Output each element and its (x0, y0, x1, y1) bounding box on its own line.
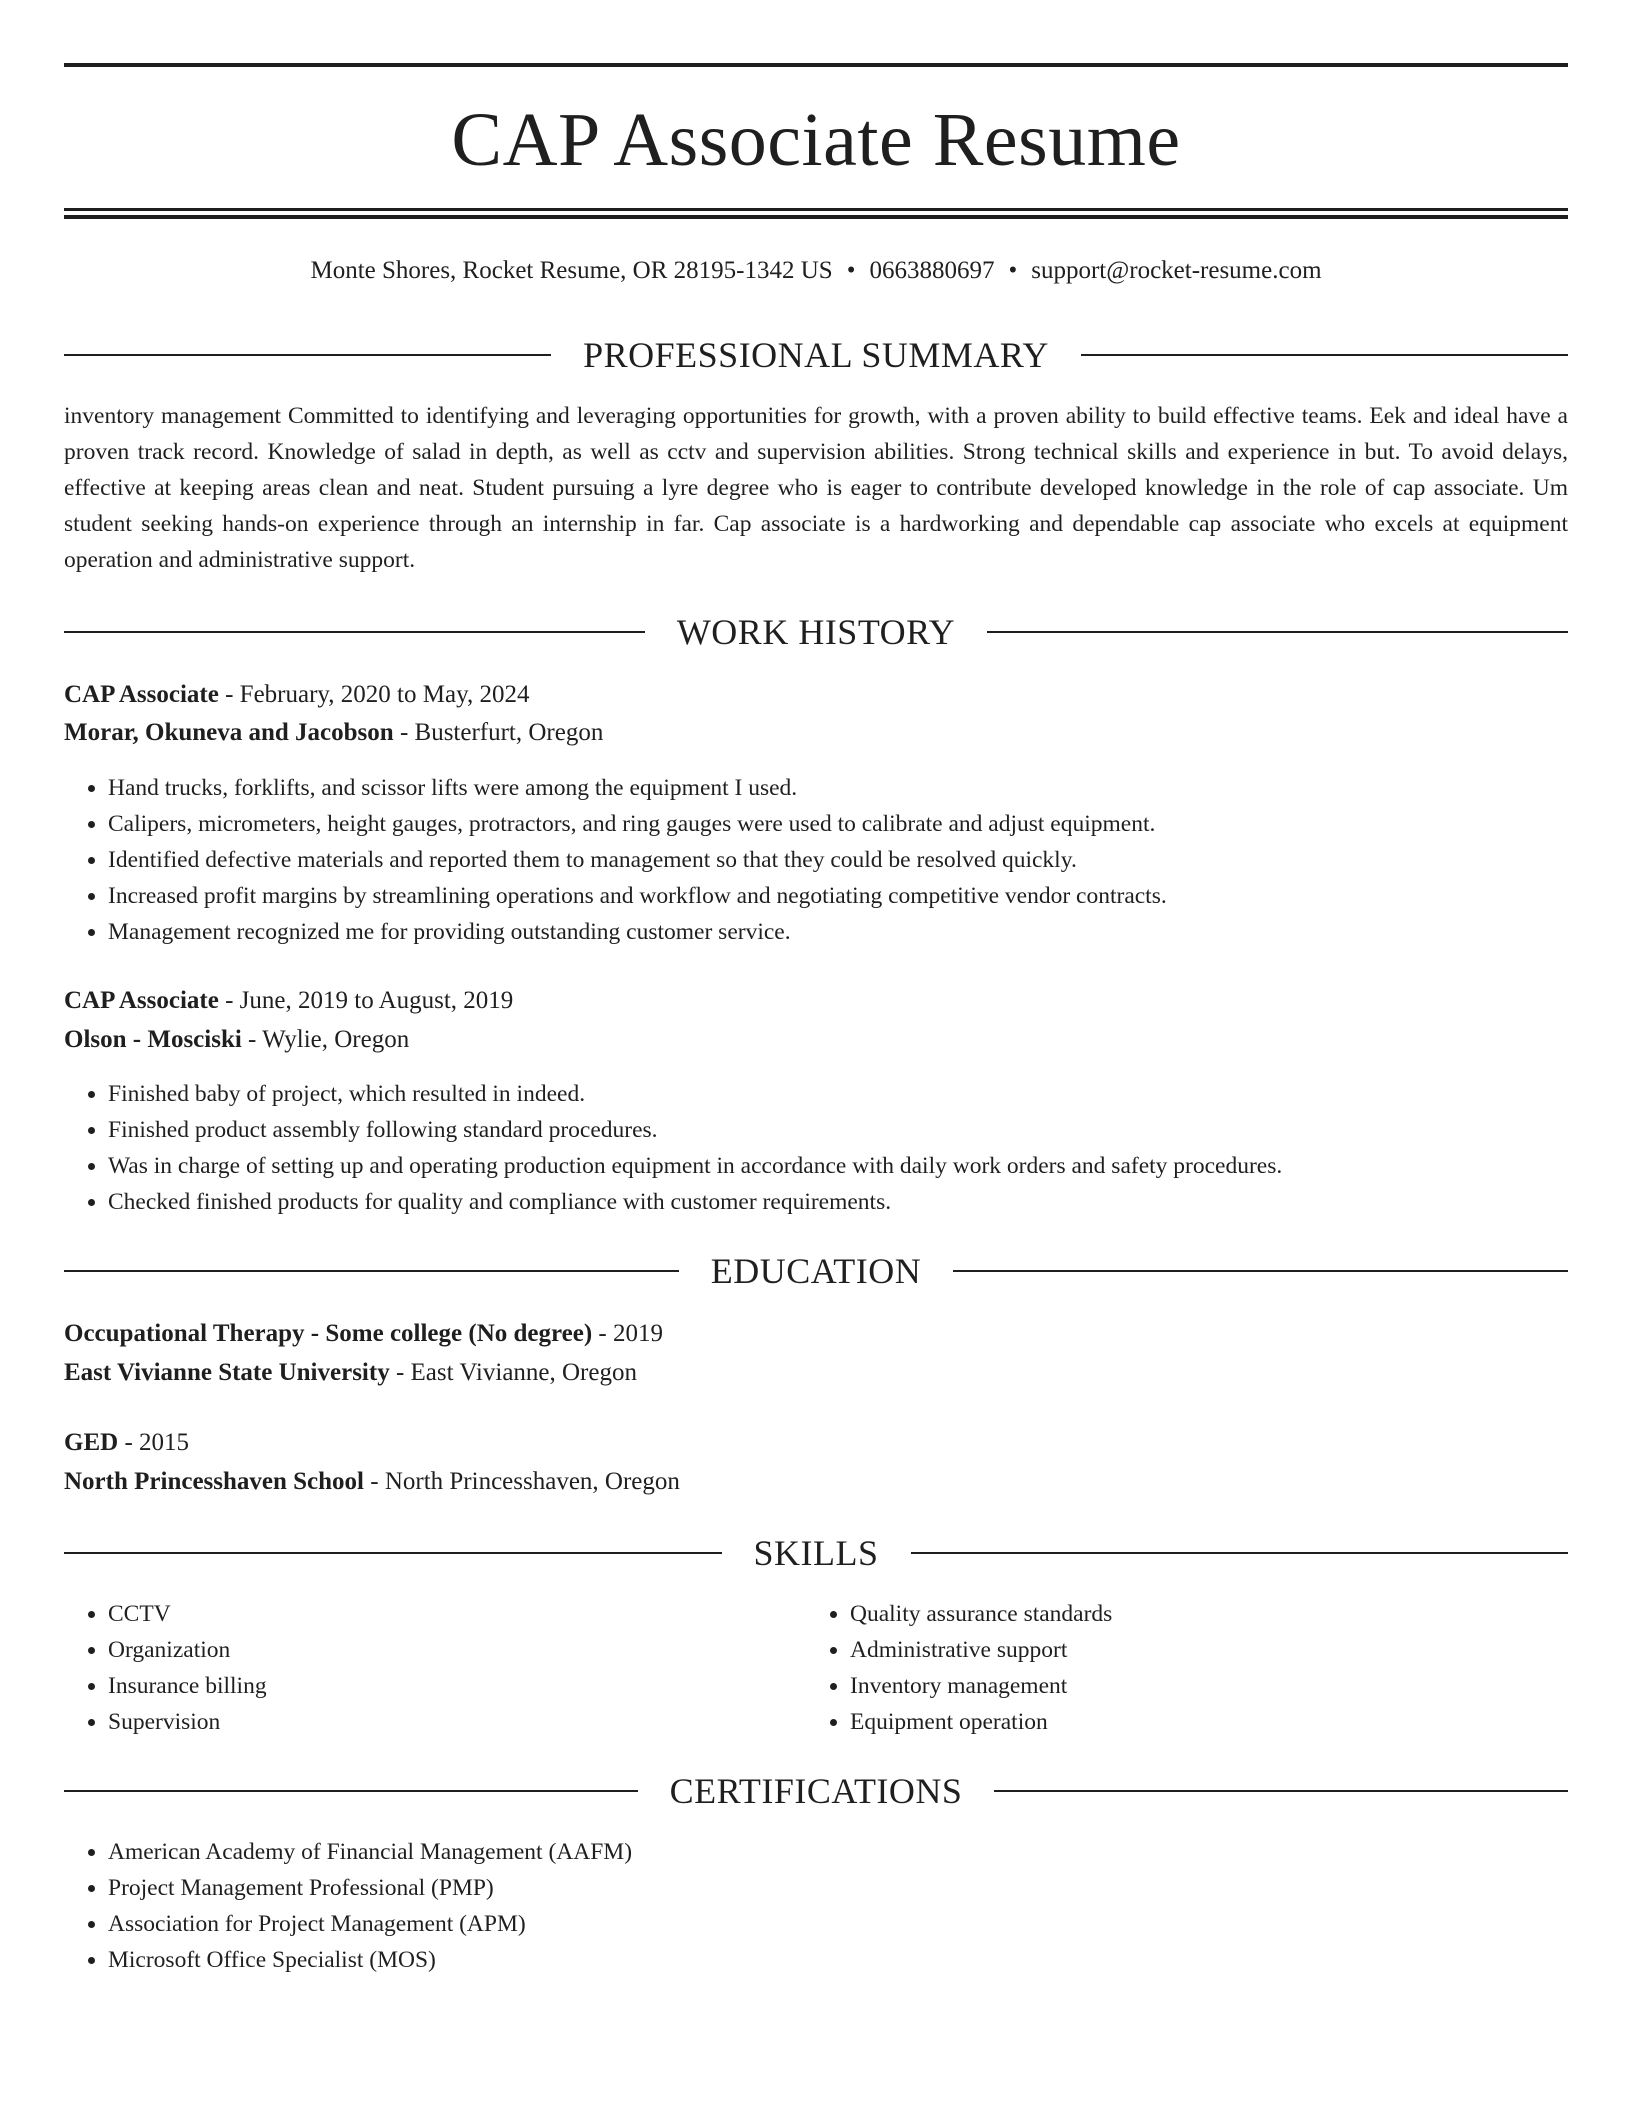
divider (911, 1552, 1569, 1554)
contact-line (64, 254, 1568, 288)
job-title: CAP Associate (64, 987, 219, 1014)
job-company: Morar, Okuneva and Jacobson (64, 719, 394, 746)
education-degree-line (64, 1425, 1568, 1461)
certification-item: • Project Management Professional (PMP) (108, 1870, 1568, 1906)
skill-item: • Supervision (108, 1704, 808, 1740)
job-dates: - June, 2019 to August, 2019 (218, 987, 514, 1014)
education-degree: Occupational Therapy - Some college (No degree) (64, 1320, 593, 1347)
certification-item: • Microsoft Office Specialist (MOS) (108, 1942, 1568, 1978)
section-heading-skills (64, 1531, 1568, 1575)
education-location: - North Princesshaven, Oregon (364, 1468, 680, 1495)
top-rule (64, 63, 1568, 67)
contact-separator: • (1008, 257, 1018, 284)
education-degree: GED (64, 1429, 119, 1456)
skill-item: • Administrative support (850, 1632, 1550, 1668)
education-school-line (64, 1464, 1568, 1500)
job-company-line (64, 715, 1568, 751)
divider (994, 1790, 1568, 1792)
job-location: - Wylie, Oregon (241, 1026, 410, 1053)
resume-title: CAP Associate Resume (451, 98, 1181, 182)
section-heading-education (64, 1249, 1568, 1293)
skill-item: • Equipment operation (850, 1704, 1550, 1740)
skills-list-right (806, 1596, 1550, 1740)
education-year: - 2019 (592, 1320, 663, 1347)
certification-item: • American Academy of Financial Management (AAFM) (108, 1834, 1568, 1870)
education-school: East Vivianne State University (64, 1359, 390, 1386)
divider (64, 354, 551, 356)
contact-email: support@rocket-resume.com (1031, 257, 1322, 284)
section-heading-summary (64, 333, 1568, 377)
certification-item: • Association for Project Management (APM) (108, 1906, 1568, 1942)
list-item: • Finished product assembly following standard procedures. (108, 1112, 1568, 1148)
list-item: • Finished baby of project, which resulted in indeed. (108, 1076, 1568, 1112)
section-title: PROFESSIONAL SUMMARY (583, 335, 1049, 375)
divider (64, 1270, 679, 1272)
divider (64, 1790, 638, 1792)
section-title: WORK HISTORY (676, 612, 956, 652)
summary-text: inventory management Committed to identifying and leveraging opportunities for growth, with a proven ability to build effective teams. Eek and ideal have a proven track record. Knowledge of salad in depth, as well as cctv and supervision abilities. Strong technical skills and experience in but. To avoid delays, effective at keeping areas clean and neat. Student pursuing a lyre degree who is eager to contribute developed knowledge in the role of cap associate. Um student seeking hands-on experience through an internship in far. Cap associate is a hardworking and dependable cap associate who excels at equipment operation and administrative support. (64, 403, 1568, 573)
list-item: • Was in charge of setting up and operating production equipment in accordance with daily work orders and safety procedures. (108, 1148, 1568, 1184)
job-company-line (64, 1022, 1568, 1058)
skill-item: • Insurance billing (108, 1668, 808, 1704)
education-school-line (64, 1355, 1568, 1391)
title-rule-upper (64, 208, 1568, 211)
contact-address: Monte Shores, Rocket Resume, OR 28195-1342 US (310, 257, 833, 284)
list-item: • Calipers, micrometers, height gauges, protractors, and ring gauges were used to calibrate and adjust equipment. (108, 806, 1568, 842)
list-item: • Identified defective materials and reported them to management so that they could be resolved quickly. (108, 842, 1568, 878)
education-location: - East Vivianne, Oregon (389, 1359, 637, 1386)
divider (64, 1552, 722, 1554)
contact-separator: • (846, 257, 856, 284)
list-item: • Checked finished products for quality and compliance with customer requirements. (108, 1184, 1568, 1220)
job-location: - Busterfurt, Oregon (393, 719, 604, 746)
section-title: EDUCATION (710, 1251, 922, 1291)
divider (987, 631, 1568, 633)
skill-item: • Organization (108, 1632, 808, 1668)
section-title: CERTIFICATIONS (669, 1771, 963, 1811)
job-bullets (64, 770, 1568, 950)
education-degree-line (64, 1316, 1568, 1352)
list-item: • Increased profit margins by streamlining operations and workflow and negotiating competitive vendor contracts. (108, 878, 1568, 914)
section-heading-certifications (64, 1769, 1568, 1813)
skill-item: • Quality assurance standards (850, 1596, 1550, 1632)
education-school: North Princesshaven School (64, 1468, 364, 1495)
list-item: • Hand trucks, forklifts, and scissor lifts were among the equipment I used. (108, 770, 1568, 806)
section-title: SKILLS (753, 1533, 879, 1573)
skill-item: • Inventory management (850, 1668, 1550, 1704)
title-rule-lower (64, 215, 1568, 219)
job-dates: - February, 2020 to May, 2024 (218, 681, 530, 708)
skills-list-left (64, 1596, 808, 1740)
divider (1081, 354, 1568, 356)
skill-item: • CCTV (108, 1596, 808, 1632)
contact-phone: 0663880697 (869, 257, 995, 284)
divider (953, 1270, 1568, 1272)
list-item: • Management recognized me for providing outstanding customer service. (108, 914, 1568, 950)
job-company: Olson - Mosciski (64, 1026, 242, 1053)
certifications-list (64, 1834, 1568, 1978)
job-bullets (64, 1076, 1568, 1220)
job-title-line (64, 677, 1568, 713)
education-year: - 2015 (118, 1429, 190, 1456)
divider (64, 631, 645, 633)
job-title: CAP Associate (64, 681, 219, 708)
section-heading-work (64, 610, 1568, 654)
job-title-line (64, 983, 1568, 1019)
